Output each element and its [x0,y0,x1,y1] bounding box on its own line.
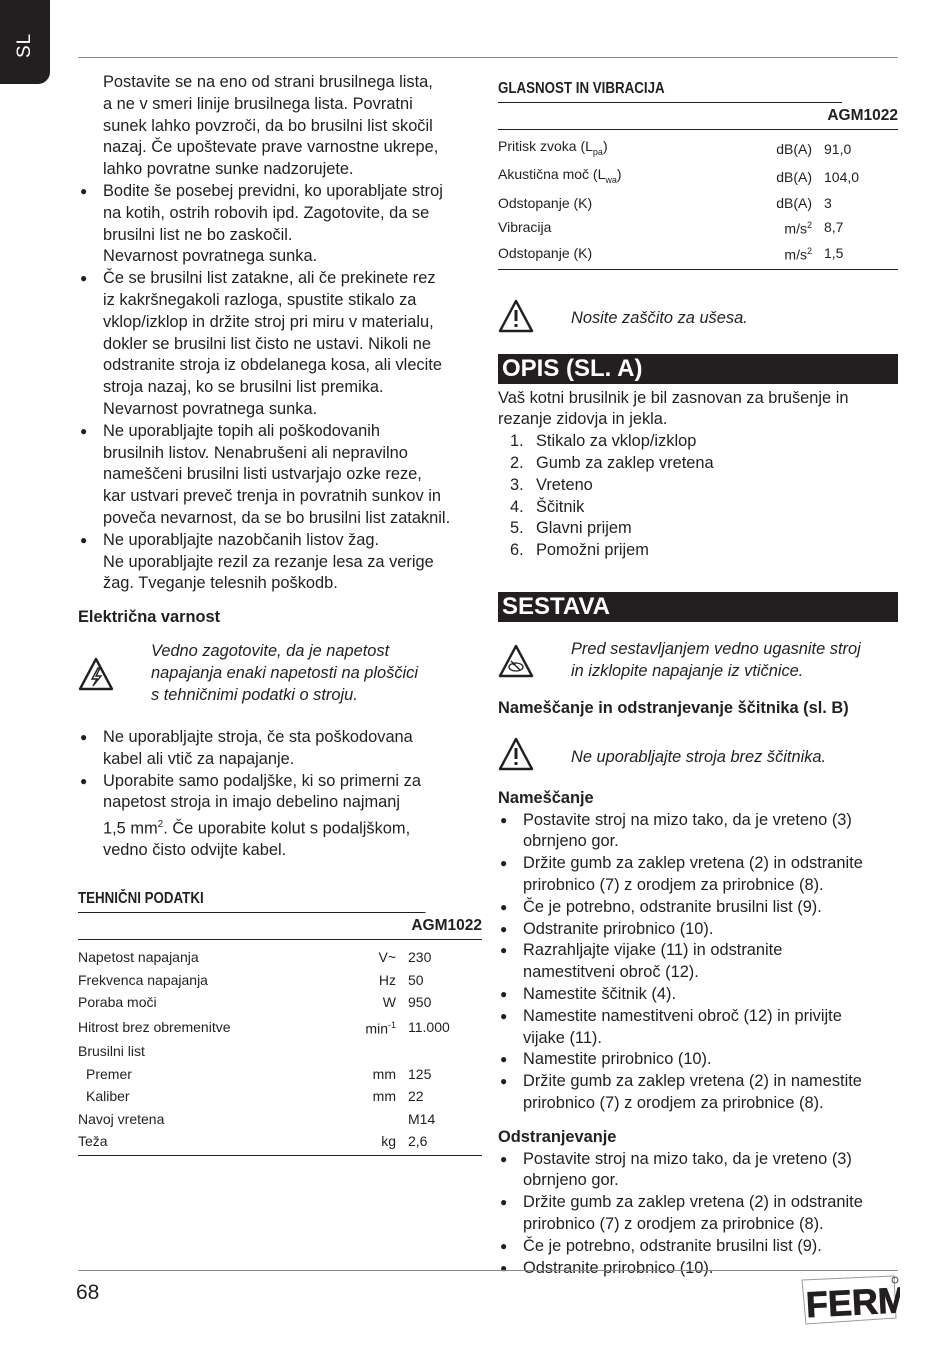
bottom-rule [78,1270,898,1271]
guard-heading: Nameščanje in odstranjevanje ščitnika (sl. B) [498,699,849,718]
spec-label: Premer [86,1065,132,1082]
table-row [78,1063,482,1086]
text-line: Vaš kotni brusilnik je bil zasnovan za brušenje in [498,388,849,407]
text-line: vijake (11). [523,1028,602,1047]
spec-value: 3 [824,194,832,211]
text-line: obrnjeno gor. [523,1171,619,1190]
spec-value: 125 [408,1065,432,1082]
spec-value: M14 [408,1110,436,1127]
text-line: s tehničnimi podatki o stroju. [151,685,358,704]
list-item [498,1149,898,1193]
spec-unit [336,1014,408,1040]
text-line: ● Namestite ščitnik (4). [523,985,677,1004]
item-number: 4. [510,497,524,516]
spec-unit [733,135,824,163]
table-row [78,1108,482,1131]
parts-list [498,431,898,562]
text-line: sunek lahko povzroči, da bo brusilni list skočil [103,116,433,135]
text-line: ● Bodite še posebej previdni, ko uporabljate stroj [103,181,443,200]
unit-text: m/s [784,220,807,237]
table-row [78,969,482,992]
opis-description [498,388,898,432]
spec-label: Kaliber [86,1088,130,1105]
item-number: 1. [510,432,524,451]
text-line: poveča nevarnost, da se bo brusilni list zataknil. [103,508,451,527]
spec-unit [336,1108,408,1131]
electric-bullets [78,727,482,862]
tech-specs [78,888,482,1156]
label-text: Akustična moč (L [498,166,606,183]
language-tab [0,0,50,84]
brand-logo-text: FERM [804,1278,900,1326]
text-line: prirobnico (7) z orodjem za prirobnice (8). [523,1094,824,1112]
spec-unit [336,1040,408,1063]
remove-heading: Odstranjevanje [498,1127,617,1146]
spec-unit [336,946,408,969]
spec-unit [336,1085,408,1108]
text-line: na kotih, ostrih robovih ipd. Zagotovite, da se [103,203,430,222]
text-line: Vedno zagotovite, da je napetost [151,642,390,661]
list-item [498,919,898,941]
spec-label [498,163,733,191]
left-column [78,72,482,1156]
tech-specs-model: AGM1022 [78,913,482,940]
text-line: iz kakršnegakoli razloga, spustite stikalo za [103,290,417,309]
list-item [498,1049,898,1071]
text-line: napajanja enaki napetosti na ploščici [151,664,418,683]
item-text: Glavni prijem [536,519,632,538]
superscript: 2 [157,819,164,831]
text-line: ● Uporabite samo podaljške, ki so primerni za [103,771,421,790]
item-number: 5. [510,519,524,538]
spec-value: 22 [408,1088,424,1105]
text-fragment: . Če uporabite kolut s podaljškom, [163,819,411,838]
label-text: Odstopanje (K) [498,245,593,262]
table-row [498,214,898,240]
spec-unit [336,991,408,1014]
text-line: ● Postavite stroj na mizo tako, da je vreteno (3) [523,1149,852,1168]
text-line: Postavite se na eno od strani brusilnega lista, [103,73,433,91]
unit-text: W [382,994,396,1011]
list-item [498,810,898,854]
list-item [498,984,898,1006]
list-item [510,497,898,519]
tech-specs-table [78,946,482,1153]
language-tab-label: SL [14,32,35,58]
text-line: odstranite stroja iz obdelanega kosa, ali vlecite [103,356,442,375]
list-item [498,1071,898,1115]
warning-icon [498,737,571,771]
text-line: obrnjeno gor. [523,832,619,851]
superscript: 2 [806,246,812,257]
spec-value: 2,6 [408,1133,428,1150]
table-row [498,163,898,191]
intro-paragraph [78,72,482,181]
text-line [103,814,482,840]
item-number: 6. [510,541,524,560]
text-line: brusilni list ne bo zaskočil. [103,225,293,244]
table-row [498,240,898,266]
unit-text: dB(A) [776,140,812,157]
list-item [510,540,898,562]
table-row [78,1130,482,1153]
item-text: Vreteno [536,475,593,494]
ear-note-text: Nosite zaščito za ušesa. [571,308,748,327]
unplug-note [498,636,898,686]
subscript: wa [605,174,617,185]
text-line: prirobnico (7) z orodjem za prirobnice (8). [523,1214,824,1233]
spec-unit [336,1130,408,1153]
list-item [510,453,898,475]
item-number: 2. [510,454,524,473]
text-line: ● Ne uporabljajte nazobčanih listov žag. [103,530,380,549]
list-item [78,771,482,863]
text-line: ● Držite gumb za zaklep vretena (2) in namestite [523,1072,862,1091]
text-line: prirobnico (7) z orodjem za prirobnice (8). [523,876,824,895]
text-line: ● Če se brusilni list zatakne, ali če prekinete rez [103,269,436,288]
list-item [78,421,482,530]
text-line: vklop/izklop in držite stroj pri miru v materialu, [103,312,434,331]
table-row [78,1014,482,1040]
spec-value [408,1040,482,1063]
remove-steps [498,1149,898,1280]
list-item [498,1192,898,1236]
text-line: nazaj. Če upoštevate prave varnostne ukrepe, [103,138,439,157]
text-line: nameščeni brusilni listi ustvarjajo ozke reze, [103,465,422,484]
spec-unit [733,240,824,266]
spec-value: 8,7 [824,219,844,235]
list-item [510,475,898,497]
spec-value: 50 [408,971,424,988]
text-line: namestitveni obroč (12). [523,963,699,982]
text-line: ● Namestite prirobnico (10). [523,1050,712,1069]
text-line: lahko povratne sunke nadzorujete. [103,160,354,179]
text-line: ● Odstranite prirobnico (10). [523,1258,714,1277]
spec-value: 91,0 [824,140,852,157]
text-line: Nevarnost povratnega sunka. [103,247,318,266]
list-item [510,431,898,453]
unit-text: m/s [784,247,807,264]
superscript: -1 [387,1019,396,1030]
warning-icon [498,299,571,333]
guard-note-text: Ne uporabljajte stroja brez ščitnika. [571,747,827,766]
text-fragment: 1,5 mm [103,819,158,838]
electric-note-text [151,641,418,706]
spec-label: Hitrost brez obremenitve [78,1018,231,1035]
noise-specs-table [498,135,898,267]
electric-warning-note [78,641,482,707]
table-row [78,946,482,969]
safety-bullets [78,181,482,595]
label-text: Pritisk zvoka (L [498,137,593,154]
spec-unit [733,214,824,240]
opis-section-title: OPIS (SL. A) [498,354,898,384]
label-text: Odstopanje (K) [498,194,593,211]
table-row [78,1085,482,1108]
top-rule [78,57,898,58]
spec-label: Navoj vretena [78,1110,165,1127]
text-line: vedno čisto odvijte kabel. [103,841,287,860]
unit-text: mm [372,1065,396,1082]
text-line: Nevarnost povratnega sunka. [103,399,318,418]
electric-safety-heading: Električna varnost [78,608,221,627]
spec-unit [733,192,824,215]
list-item [498,1236,898,1258]
superscript: 2 [806,220,812,231]
spec-label [498,135,733,163]
spec-label [498,192,733,215]
spec-unit [336,969,408,992]
spec-label [498,214,733,240]
spec-value: 230 [408,948,432,965]
text-line: Pred sestavljanjem vedno ugasnite stroj [571,640,861,659]
label-text-end: ) [602,137,608,154]
unit-text: V~ [378,948,396,965]
text-line: ● Držite gumb za zaklep vretena (2) in odstranite [523,1193,863,1212]
spec-value: 11.000 [408,1018,450,1035]
spec-label: Poraba moči [78,994,157,1011]
noise-specs [498,78,898,270]
label-text-end: ) [616,166,622,183]
text-line: ● Razrahljajte vijake (11) in odstranite [523,941,783,960]
list-item [510,518,898,540]
subscript: pa [592,146,603,157]
noise-specs-model: AGM1022 [498,103,898,130]
electric-warning-icon [78,657,151,691]
item-text: Pomožni prijem [536,541,649,560]
unit-text: kg [381,1133,396,1150]
text-line: napetost stroja in imajo debelino najmanj [103,793,401,812]
sestava-section-title: SESTAVA [498,592,898,622]
table-bottom-rule [498,269,898,270]
label-text: Vibracija [498,219,552,235]
text-line: dokler se brusilni list čisto ne ustavi. Nikoli ne [103,334,431,353]
spec-label: Frekvenca napajanja [78,971,208,988]
page-number: 68 [76,1281,100,1304]
text-line: kar ustvari preveč trenja in povratnih sunkov in [103,487,441,506]
text-line: ● Ne uporabljajte topih ali poškodovanih [103,421,381,440]
unplug-warning-icon [498,644,571,678]
tech-specs-title: TEHNIČNI PODATKI [78,888,425,913]
list-item [498,940,898,984]
list-item [498,1006,898,1050]
text-line: ● Držite gumb za zaklep vretena (2) in odstranite [523,854,863,873]
text-line: stroja nazaj, ko se brusilni list premika. [103,378,384,397]
unit-text: mm [372,1088,396,1105]
text-line: Ne uporabljajte rezil za rezanje lesa za verige [103,552,434,571]
text-line: brusilnih listov. Nenabrušeni ali nepravilno [103,443,408,462]
item-text: Ščitnik [536,497,585,516]
unit-text: dB(A) [776,194,812,211]
spec-label: Brusilni list [78,1043,145,1059]
text-line: ● Če je potrebno, odstranite brusilni list (9). [523,897,822,916]
item-text: Stikalo za vklop/izklop [536,432,697,451]
text-line: ● Odstranite prirobnico (10). [523,919,714,938]
brand-logo [800,1274,900,1335]
noise-specs-title: GLASNOST IN VIBRACIJA [498,78,842,103]
unit-text: dB(A) [776,169,812,186]
spec-value: 950 [408,994,432,1011]
table-row [78,1040,482,1063]
ear-protection-note [498,296,898,336]
right-column [498,72,898,1279]
table-row [78,991,482,1014]
unit-text: min [365,1020,388,1037]
item-number: 3. [510,475,524,494]
text-line: ● Namestite namestitveni obroč (12) in privijte [523,1006,842,1025]
text-line: a ne v smeri linije brusilnega lista. Povratni [103,94,413,113]
list-item [498,897,898,919]
list-item [78,268,482,421]
list-item [78,181,482,268]
unit-text: Hz [378,971,396,988]
spec-unit [336,1063,408,1086]
text-line: kabel ali vtič za napajanje. [103,749,295,768]
spec-unit [733,163,824,191]
text-line: ● Če je potrebno, odstranite brusilni list (9). [523,1236,822,1255]
spec-value: 1,5 [824,245,844,262]
text-line: rezanje zidovja in jekla. [498,410,668,429]
mount-steps [498,810,898,1115]
table-bottom-rule [78,1155,482,1156]
table-row [498,192,898,215]
spec-value: 104,0 [824,169,860,186]
text-line: ● Ne uporabljajte stroja, če sta poškodovana [103,727,413,746]
guard-note [498,732,898,776]
list-item [78,727,482,771]
text-line: in izklopite napajanje iz vtičnice. [571,662,804,681]
spec-label: Teža [78,1133,108,1150]
mount-heading: Nameščanje [498,788,594,807]
unplug-note-text [571,639,861,683]
text-line: žag. Tveganje telesnih poškodb. [103,574,338,593]
spec-label: Napetost napajanja [78,948,199,965]
text-line: ● Postavite stroj na mizo tako, da je vreteno (3) [523,810,852,829]
table-row [498,135,898,163]
item-text: Gumb za zaklep vretena [536,454,714,473]
spec-label [498,240,733,266]
list-item [78,530,482,595]
list-item [498,853,898,897]
